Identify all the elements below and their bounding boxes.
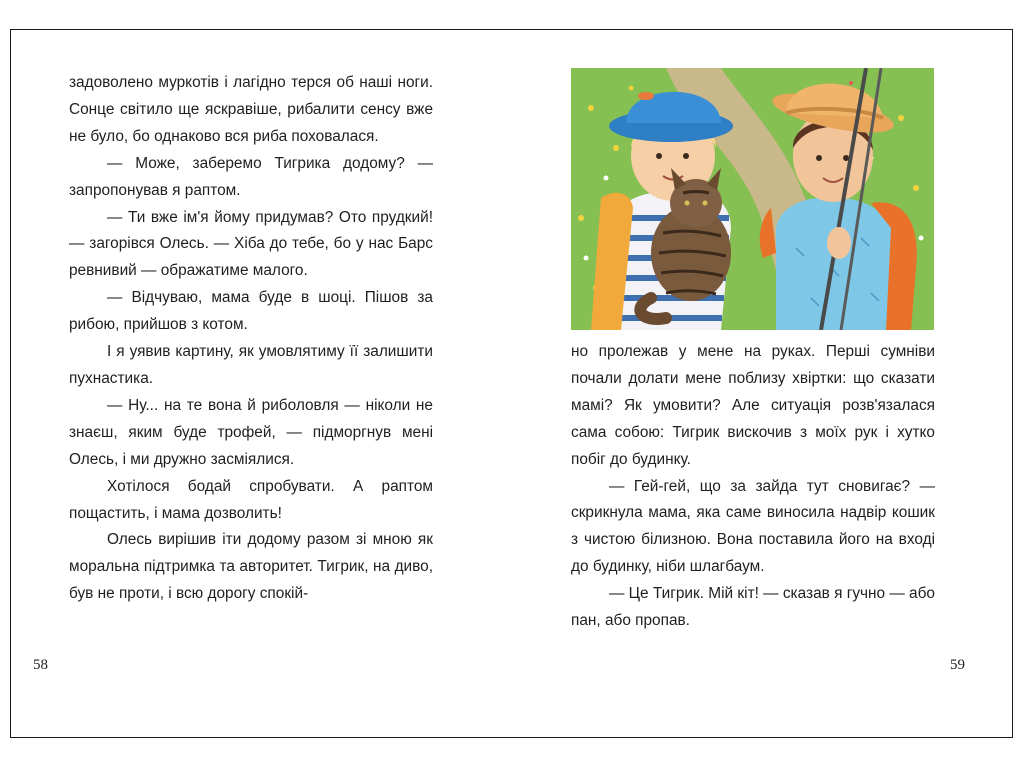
paragraph: Олесь вирішив іти додому разом зі мною як моральна підтримка та авторитет. Тигрик, на диво, був не проти, і всю дорогу спокій- — [69, 531, 433, 603]
page-number-right: 59 — [950, 657, 965, 673]
paragraph: — Це Тигрик. Мій кіт! — сказав я гучно — або пан, або пропав. — [571, 585, 935, 630]
paragraph: — Ну... на те вона й риболовля — ніколи не знаєш, яким буде трофей, — підморгнув мені Олесь, і ми дружно засміялися. — [69, 396, 433, 468]
right-page-text — [571, 339, 935, 635]
paragraph: — Ти вже ім'я йому придумав? Ото прудкий! — загорівся Олесь. — Хіба до тебе, бо у нас Барс ревнивий — ображатиме малого. — [69, 208, 433, 280]
paragraph: задоволено муркотів і лагідно терся об наші ноги. Сонце світило ще яскравіше, рибалити сенсу вже не було, бо однаково вся риба поховалася. — [69, 74, 433, 145]
illustration-two-boys-with-cat — [571, 68, 934, 330]
paragraph: — Гей-гей, що за зайда тут сновигає? — скрикнула мама, яка саме виносила надвір кошик з чистою білизною. Вона поставила його на вході до будинку, ніби шлагбаум. — [571, 477, 935, 576]
left-page-text — [69, 70, 433, 608]
page-number-left: 58 — [33, 657, 48, 673]
paragraph: но пролежав у мене на руках. Перші сумніви почали долати мене поблизу хвіртки: що сказати мамі? Як умовити? Але ситуація розв'язалася сама собою: Тигрик вискочив з моїх рук і хутко побіг до будинку. — [571, 343, 935, 468]
paragraph: І я уявив картину, як умовлятиму її залишити пухнастика. — [69, 343, 433, 387]
paragraph: Хотілося бодай спробувати. А раптом пощастить, і мама дозволить! — [69, 477, 433, 522]
paragraph: — Може, заберемо Тигрика додому? — запропонував я раптом. — [69, 154, 433, 199]
paragraph: — Відчуваю, мама буде в шоці. Пішов за рибою, прийшов з котом. — [69, 289, 433, 334]
